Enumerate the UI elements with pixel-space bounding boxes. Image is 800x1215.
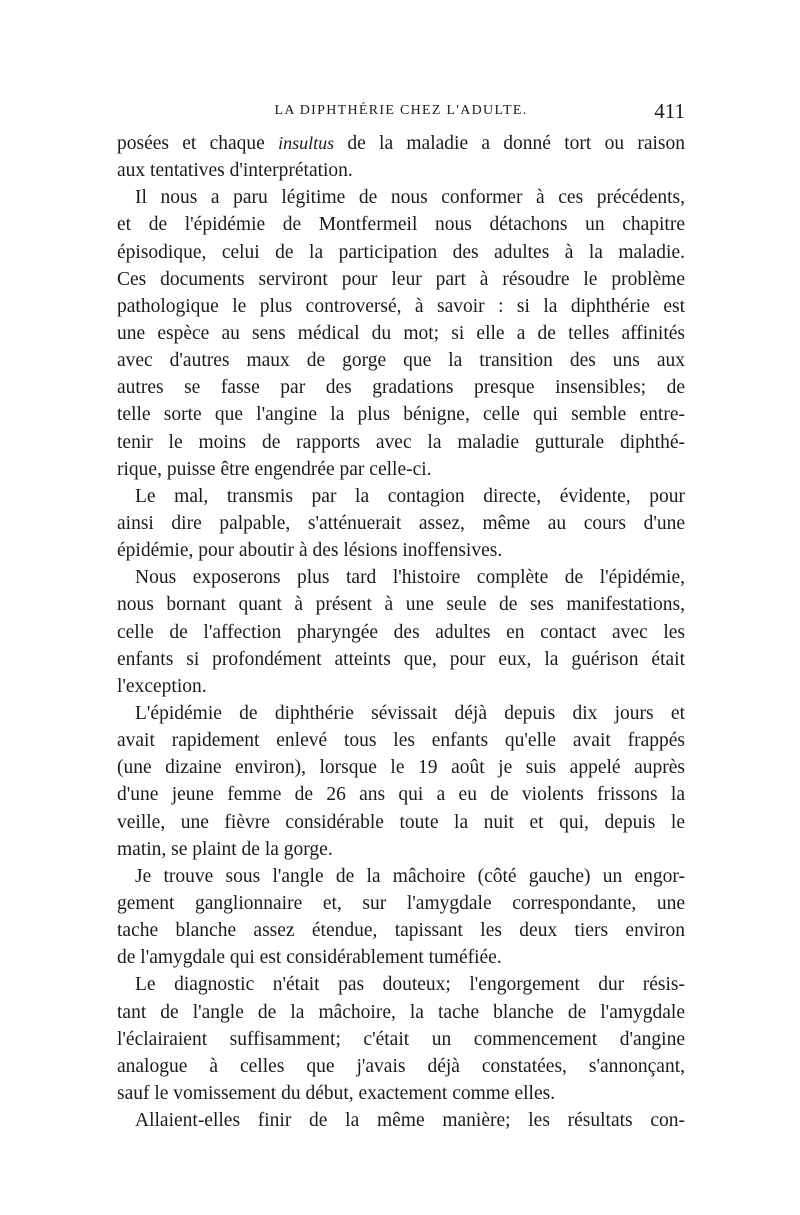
paragraph-first-line: Le diagnostic n'était pas douteux; l'engorgement dur résis- bbox=[135, 974, 685, 996]
body-text bbox=[117, 130, 685, 1134]
text-line: tenir le moins de rapports avec la maladie gutturale diphthé- bbox=[117, 431, 685, 453]
text-line: rique, puisse être engendrée par celle-ci. bbox=[117, 458, 432, 480]
text-line: l'éclairaient suffisamment; c'était un commencement d'angine bbox=[117, 1028, 685, 1050]
text-line: épidémie, pour aboutir à des lésions inoffensives. bbox=[117, 540, 503, 562]
page-number: 411 bbox=[654, 99, 685, 123]
text-line: épisodique, celui de la participation des adultes à la maladie. bbox=[117, 241, 685, 263]
text-line: une espèce au sens médical du mot; si elle a de telles affinités bbox=[117, 322, 685, 344]
paragraph-first-line: Nous exposerons plus tard l'histoire complète de l'épidémie, bbox=[135, 567, 685, 589]
text-span: posées et chaque bbox=[117, 133, 279, 154]
paragraph-first-line: Je trouve sous l'angle de la mâchoire (côté gauche) un engor- bbox=[135, 865, 685, 887]
text-line bbox=[117, 130, 685, 157]
text-line: et de l'épidémie de Montfermeil nous détachons un chapitre bbox=[117, 214, 685, 236]
text-line: nous bornant quant à présent à une seule de ses manifestations, bbox=[117, 594, 685, 616]
text-line: analogue à celles que j'avais déjà constatées, s'annonçant, bbox=[117, 1055, 685, 1077]
text-line: tant de l'angle de la mâchoire, la tache blanche de l'amygdale bbox=[117, 1001, 685, 1023]
text-line: aux tentatives d'interprétation. bbox=[117, 160, 353, 182]
text-line: avec d'autres maux de gorge que la transition des uns aux bbox=[117, 350, 685, 372]
text-line: telle sorte que l'angine la plus bénigne, celle qui semble entre- bbox=[117, 404, 685, 426]
text-line: pathologique le plus controversé, à savoir : si la diphthérie est bbox=[117, 295, 685, 317]
text-line: Ces documents serviront pour leur part à résoudre le problème bbox=[117, 268, 685, 290]
text-line: veille, une fièvre considérable toute la nuit et qui, depuis le bbox=[117, 811, 685, 833]
text-line: enfants si profondément atteints que, pour eux, la guérison était bbox=[117, 648, 685, 670]
text-line: (une dizaine environ), lorsque le 19 août je suis appelé auprès bbox=[117, 757, 685, 779]
text-line: d'une jeune femme de 26 ans qui a eu de violents frissons la bbox=[117, 784, 685, 806]
text-line: celle de l'affection pharyngée des adultes en contact avec les bbox=[117, 621, 685, 643]
text-line: l'exception. bbox=[117, 675, 207, 697]
text-line: gement ganglionnaire et, sur l'amygdale correspondante, une bbox=[117, 892, 685, 914]
running-head bbox=[117, 99, 685, 123]
text-line: matin, se plaint de la gorge. bbox=[117, 838, 333, 860]
paragraph-first-line: Allaient-elles finir de la même manière; les résultats con- bbox=[135, 1110, 685, 1132]
text-line: autres se fasse par des gradations presque insensibles; de bbox=[117, 377, 685, 399]
text-span: de la maladie a donné tort ou raison bbox=[334, 133, 685, 154]
text-line: sauf le vomissement du début, exactement comme elles. bbox=[117, 1082, 556, 1104]
text-line: tache blanche assez étendue, tapissant les deux tiers environ bbox=[117, 920, 685, 942]
italic-term: insultus bbox=[278, 133, 335, 153]
paragraph-first-line: Il nous a paru légitime de nous conformer à ces précédents, bbox=[135, 187, 685, 209]
paragraph-first-line: L'épidémie de diphthérie sévissait déjà depuis dix jours et bbox=[135, 702, 685, 724]
text-line: avait rapidement enlevé tous les enfants qu'elle avait frappés bbox=[117, 730, 685, 752]
paragraph-first-line: Le mal, transmis par la contagion directe, évidente, pour bbox=[135, 485, 685, 507]
running-title: LA DIPHTHÉRIE CHEZ L'ADULTE. bbox=[274, 103, 528, 118]
text-line: ainsi dire palpable, s'atténuerait assez, même au cours d'une bbox=[117, 512, 685, 534]
text-line: de l'amygdale qui est considérablement tuméfiée. bbox=[117, 947, 502, 969]
